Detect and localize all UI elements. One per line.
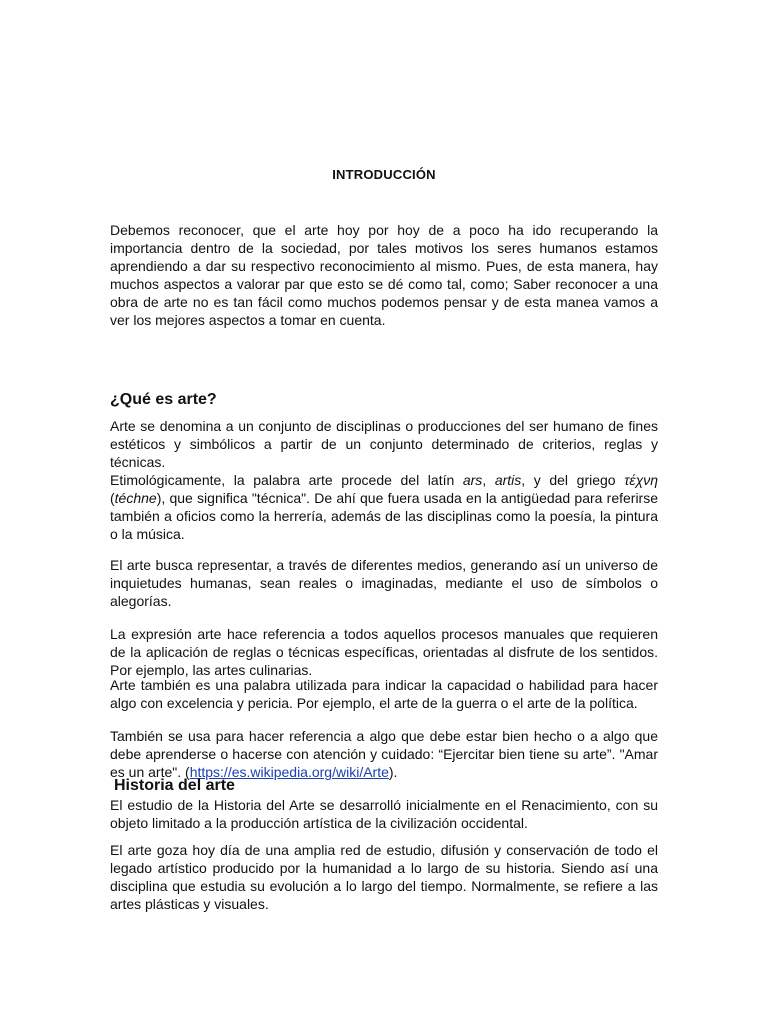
etimologia-text-mid: , y del griego xyxy=(521,472,625,488)
paragraph-tambien xyxy=(110,727,658,781)
paragraph-arte-goza: El arte goza hoy día de una amplia red de estudio, difusión y conservación de todo el legado artístico producido por la humanidad a lo largo de su historia. Siendo así una disciplina que estudia su evolución a lo largo del tiempo. Normalmente, se refiere a las artes plásticas y visuales. xyxy=(110,842,658,912)
tambien-text-end: ). xyxy=(388,764,398,780)
paragraph-capacidad: Arte también es una palabra utilizada para indicar la capacidad o habilidad para hacer algo con excelencia y pericia. Por ejemplo, el arte de la guerra o el arte de la política. xyxy=(110,677,658,711)
section-heading-historia-del-arte: Historia del arte xyxy=(114,777,235,794)
paragraph-etimologia xyxy=(110,471,658,543)
etimologia-techne: téchne xyxy=(114,490,157,506)
tambien-text: También se usa para hacer referencia a algo que debe estar bien hecho o a algo que debe aprenderse o hacerse con atención y cuidado: “Ejercitar bien tiene su arte”. "Amar es un arte". ( xyxy=(110,728,658,780)
etimologia-paren-open: ( xyxy=(110,490,115,506)
page-title: INTRODUCCIÓN xyxy=(332,167,436,182)
intro-paragraph: Debemos reconocer, que el arte hoy por hoy de a poco ha ido recuperando la importancia dentro de la sociedad, por tales motivos los seres humanos estamos aprendiendo a dar su respectivo reconocimiento al mismo. Pues, de esta manera, hay muchos aspectos a valorar par que esto se dé como tal, como; Saber reconocer a una obra de arte no es tan fácil como muchos podemos pensar y de esta manea vamos a ver los mejores aspectos a tomar en cuenta. xyxy=(110,222,658,328)
paragraph-representar: El arte busca representar, a través de diferentes medios, generando así un universo de inquietudes humanas, sean reales o imaginadas, mediante el uso de símbolos o alegorías. xyxy=(110,557,658,609)
paragraph-estudio-historia: El estudio de la Historia del Arte se desarrolló inicialmente en el Renacimiento, con su objeto limitado a la producción artística de la civilización occidental. xyxy=(110,797,658,831)
etimologia-text-start: Etimológicamente, la palabra arte procede del latín xyxy=(110,472,463,488)
paragraph-definicion: Arte se denomina a un conjunto de disciplinas o producciones del ser humano de fines estéticos y simbólicos a partir de un conjunto determinado de criterios, reglas y técnicas. xyxy=(110,418,658,470)
wikipedia-link[interactable]: https://es.wikipedia.org/wiki/Arte xyxy=(189,764,389,780)
paragraph-expresion: La expresión arte hace referencia a todos aquellos procesos manuales que requieren de la aplicación de reglas o técnicas específicas, orientadas al disfrute de los sentidos. Por ejemplo, las artes culinarias. xyxy=(110,626,658,678)
etimologia-greek-word: τέχνη xyxy=(624,472,658,488)
etimologia-latin-artis: artis xyxy=(494,472,522,488)
section-heading-que-es-arte: ¿Qué es arte? xyxy=(110,391,217,408)
etimologia-latin-ars: ars xyxy=(462,472,483,488)
etimologia-text-end: ), que significa "técnica". De ahí que fuera usada en la antigüedad para referirse también a oficios como la herrería, además de las disciplinas como la poesía, la pintura o la música. xyxy=(110,490,658,542)
etimologia-comma: , xyxy=(482,472,495,488)
